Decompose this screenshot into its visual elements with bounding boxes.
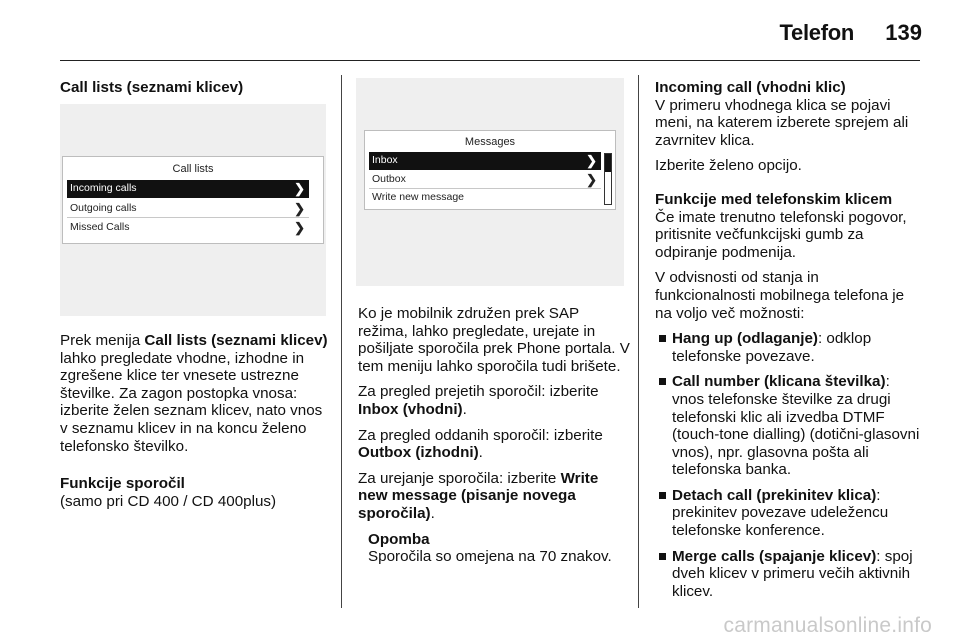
option-description: : spoj dveh klicev v primeru večih aktivnih klicev. bbox=[672, 547, 913, 600]
message-functions-note: (samo pri CD 400 / CD 400plus) bbox=[60, 492, 277, 510]
outbox-instruction bbox=[358, 427, 630, 462]
menu-item-outbox bbox=[369, 171, 601, 189]
list-item bbox=[659, 373, 923, 479]
option-name: Merge calls (spajanje klicev) bbox=[672, 547, 877, 565]
chevron-right-icon: ❯ bbox=[586, 172, 597, 187]
page-header bbox=[0, 0, 960, 60]
text: Prek menija bbox=[60, 332, 145, 349]
option-description: : prekinitev povezave udeležencu telefonske konference. bbox=[672, 486, 889, 540]
text: lahko pregledate vhodne, izhodne in zgrešene klice ter vnesete ustrezne številke. Za zagon postopka vnosa: izberite želen seznam klicev, nato vnos v seznamu klicev in na koncu želeno telefonsko številko. bbox=[60, 349, 323, 455]
option-description: : vnos telefonske številke za drugi telefonski klic ali izvedba DTMF (touch-tone dialling) (dotični-glasovni vnos), npr. glasovna pošta ali telefonska banka. bbox=[672, 373, 920, 479]
chevron-right-icon: ❯ bbox=[294, 220, 305, 235]
column-1-text bbox=[60, 332, 330, 518]
list-item bbox=[659, 487, 923, 540]
menu-item-label: Incoming calls bbox=[70, 182, 137, 194]
inbox-instruction bbox=[358, 383, 630, 418]
text: . bbox=[430, 504, 435, 522]
menu-reference: Call lists (seznami klicev) bbox=[144, 332, 328, 349]
menu-item-inbox bbox=[369, 152, 601, 170]
menu-reference: Write new message (pisanje novega sporočila) bbox=[358, 469, 599, 522]
options-paragraph: V odvisnosti od stanja in funkcionalnosti mobilnega telefona je na voljo več možnosti: bbox=[655, 269, 905, 322]
bullet-square-icon bbox=[659, 492, 666, 499]
section-title: Telefon bbox=[779, 20, 854, 45]
messages-intro: Ko je mobilnik združen prek SAP režima, lahko pregledate, urejate in pošiljate sporočila prek Phone portala. V tem meniju lahko sporočila tudi brišete. bbox=[358, 305, 630, 375]
call-lists-screenshot bbox=[60, 104, 326, 316]
menu-item-label: Missed Calls bbox=[70, 221, 130, 233]
options-list bbox=[655, 330, 923, 600]
column-divider-1 bbox=[341, 75, 342, 608]
chevron-right-icon: ❯ bbox=[294, 201, 305, 216]
option-name: Hang up (odlaganje) bbox=[672, 330, 818, 348]
column-divider-2 bbox=[638, 75, 639, 608]
page-number: 139 bbox=[885, 20, 922, 45]
column-3 bbox=[655, 79, 923, 608]
incoming-call-paragraph: V primeru vhodnega klica se pojavi meni, na katerem izberete sprejem ali zavrnitev klica. bbox=[655, 96, 909, 149]
option-description: : odklop telefonske povezave. bbox=[672, 330, 872, 365]
messages-screen-title: Messages bbox=[464, 136, 516, 148]
write-message-instruction bbox=[358, 470, 630, 523]
menu-item-incoming-calls bbox=[67, 180, 309, 198]
bullet-square-icon bbox=[659, 335, 666, 342]
chevron-right-icon: ❯ bbox=[586, 153, 597, 168]
list-item bbox=[659, 548, 923, 601]
option-name: Detach call (prekinitev klica) bbox=[672, 486, 877, 504]
column-2-text bbox=[358, 305, 630, 574]
call-lists-paragraph bbox=[60, 332, 330, 455]
note-text: Sporočila so omejena na 70 znakov. bbox=[368, 548, 612, 566]
column-1 bbox=[60, 79, 328, 97]
text: Za pregled oddanih sporočil: izberite bbox=[358, 426, 603, 444]
text: Za urejanje sporočila: izberite bbox=[358, 469, 561, 487]
call-lists-screen bbox=[62, 156, 324, 244]
menu-reference: Inbox (vhodni) bbox=[358, 400, 463, 418]
menu-item-label: Outgoing calls bbox=[70, 202, 137, 214]
messages-screenshot bbox=[356, 78, 624, 286]
menu-item-label: Inbox bbox=[372, 154, 398, 166]
call-lists-screen-title: Call lists bbox=[172, 163, 214, 175]
menu-item-label: Outbox bbox=[372, 173, 406, 185]
list-item bbox=[659, 330, 923, 365]
scrollbar-thumb bbox=[605, 154, 611, 172]
bullet-square-icon bbox=[659, 553, 666, 560]
menu-scrollbar bbox=[604, 153, 612, 205]
text: Za pregled prejetih sporočil: izberite bbox=[358, 383, 599, 401]
menu-item-write-new-message bbox=[369, 189, 601, 206]
note-box bbox=[358, 531, 630, 566]
messages-screen bbox=[364, 130, 616, 210]
in-call-paragraph: Če imate trenutno telefonski pogovor, pritisnite večfunkcijski gumb za odpiranje podmenija. bbox=[655, 208, 907, 261]
menu-item-missed-calls bbox=[67, 219, 309, 236]
option-name: Call number (klicana številka) bbox=[672, 373, 886, 391]
in-call-functions-heading: Funkcije med telefonskim klicem bbox=[655, 190, 893, 208]
menu-reference: Outbox (izhodni) bbox=[358, 444, 479, 462]
select-option-paragraph: Izberite želeno opcijo. bbox=[655, 157, 802, 175]
watermark: carmanualsonline.info bbox=[723, 614, 932, 637]
chevron-right-icon: ❯ bbox=[294, 181, 305, 196]
header-rule bbox=[60, 60, 920, 61]
bullet-square-icon bbox=[659, 378, 666, 385]
text: . bbox=[478, 444, 483, 462]
menu-item-label: Write new message bbox=[372, 191, 465, 203]
message-functions-heading: Funkcije sporočil bbox=[60, 475, 185, 493]
incoming-call-heading: Incoming call (vhodni klic) bbox=[655, 79, 846, 96]
call-lists-heading: Call lists (seznami klicev) bbox=[60, 79, 244, 96]
menu-item-outgoing-calls bbox=[67, 200, 309, 218]
note-title: Opomba bbox=[368, 530, 430, 548]
text: . bbox=[462, 400, 467, 418]
